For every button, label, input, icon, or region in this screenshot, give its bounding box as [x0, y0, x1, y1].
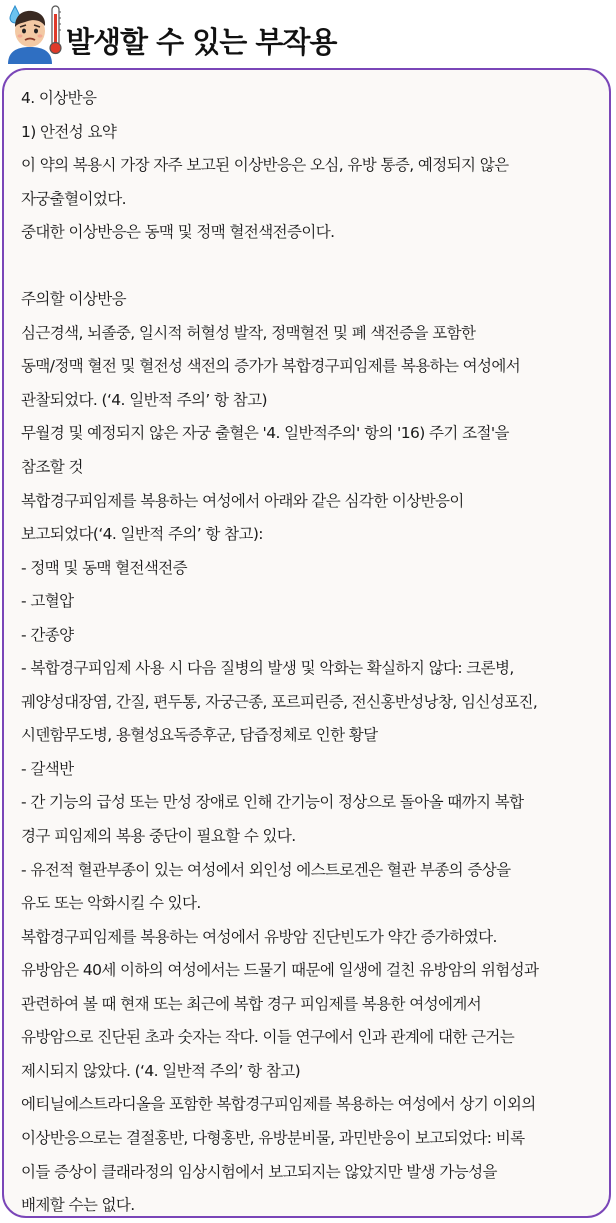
- text-line: 자궁출혈이었다.: [21, 189, 126, 208]
- text-line: 동맥/정맥 혈전 및 혈전성 색전의 증가가 복합경구피임제를 복용하는 여성에서: [21, 357, 521, 376]
- text-line: 이들 증상이 클래라정의 임상시험에서 보고되지는 않았지만 발생 가능성을: [21, 1162, 497, 1181]
- text-line: 4. 이상반응: [21, 89, 97, 107]
- text-line: 배제할 수는 없다.: [21, 1196, 135, 1215]
- text-line: - 복합경구피임제 사용 시 다음 질병의 발생 및 악화는 확실하지 않다: 크론병,: [21, 659, 514, 678]
- text-line: 경구 피임제의 복용 중단이 필요할 수 있다.: [21, 827, 296, 846]
- text-line: 궤양성대장염, 간질, 편두통, 자궁근종, 포르피린증, 전신홍반성낭창, 임신성포진,: [21, 692, 538, 711]
- text-line: - 정맥 및 동맥 혈전색전증: [21, 558, 188, 577]
- text-line: 유방암으로 진단된 초과 숫자는 작다. 이들 연구에서 인과 관계에 대한 근거는: [21, 1028, 515, 1047]
- text-line: - 유전적 혈관부종이 있는 여성에서 외인성 에스트로겐은 혈관 부종의 증상을: [21, 860, 511, 879]
- text-line: 보고되었다(‘4. 일반적 주의’ 항 참고):: [21, 525, 263, 544]
- text-line: 제시되지 않았다. (‘4. 일반적 주의’ 항 참고): [21, 1061, 301, 1080]
- text-line: 이 약의 복용시 가장 자주 보고된 이상반응은 오심, 유방 통증, 예정되지 않은: [21, 156, 509, 175]
- text-line: 에티닐에스트라디올을 포함한 복합경구피임제를 복용하는 여성에서 상기 이외의: [21, 1095, 536, 1114]
- sick-person-thermometer-icon: [6, 2, 64, 64]
- text-line: 복합경구피임제를 복용하는 여성에서 아래와 같은 심각한 이상반응이: [21, 491, 464, 510]
- text-line: 관련하여 볼 때 현재 또는 최근에 복합 경구 피임제를 복용한 여성에게서: [21, 994, 482, 1013]
- text-line: 관찰되었다. (‘4. 일반적 주의’ 항 참고): [21, 390, 267, 409]
- text-line: 참조할 것: [21, 458, 83, 477]
- text-line: 유방암은 40세 이하의 여성에서는 드물기 때문에 일생에 걸친 유방암의 위험성과: [21, 961, 539, 980]
- text-line: - 간종양: [21, 625, 74, 644]
- text-line: - 고혈압: [21, 592, 74, 611]
- text-line: 심근경색, 뇌졸중, 일시적 허혈성 발작, 정맥혈전 및 폐 색전증을 포함한: [21, 323, 476, 342]
- side-effects-text: [21, 82, 609, 1218]
- text-line: [21, 250, 609, 284]
- text-line: 시덴함무도병, 용혈성요독증후군, 담즙정체로 인한 황달: [21, 726, 378, 745]
- text-line: 무월경 및 예정되지 않은 자궁 출혈은 '4. 일반적주의' 항의 '16) 주기 조절'을: [21, 424, 509, 443]
- text-line: 중대한 이상반응은 동맥 및 정맥 혈전색전증이다.: [21, 223, 335, 242]
- text-line: 이상반응으로는 결절홍반, 다형홍반, 유방분비물, 과민반응이 보고되었다: 비록: [21, 1128, 525, 1147]
- side-effects-content-box: [2, 68, 611, 1218]
- text-line: - 간 기능의 급성 또는 만성 장애로 인해 간기능이 정상으로 돌아올 때까지 복합: [21, 793, 524, 812]
- text-line: - 갈색반: [21, 759, 74, 778]
- text-line: 복합경구피임제를 복용하는 여성에서 유방암 진단빈도가 약간 증가하였다.: [21, 927, 497, 946]
- text-line: 주의할 이상반응: [21, 290, 126, 309]
- section-title: 발생할 수 있는 부작용: [66, 25, 337, 59]
- text-line: 1) 안전성 요약: [21, 122, 117, 141]
- text-line: 유도 또는 악화시킬 수 있다.: [21, 894, 201, 913]
- section-header: [0, 0, 616, 66]
